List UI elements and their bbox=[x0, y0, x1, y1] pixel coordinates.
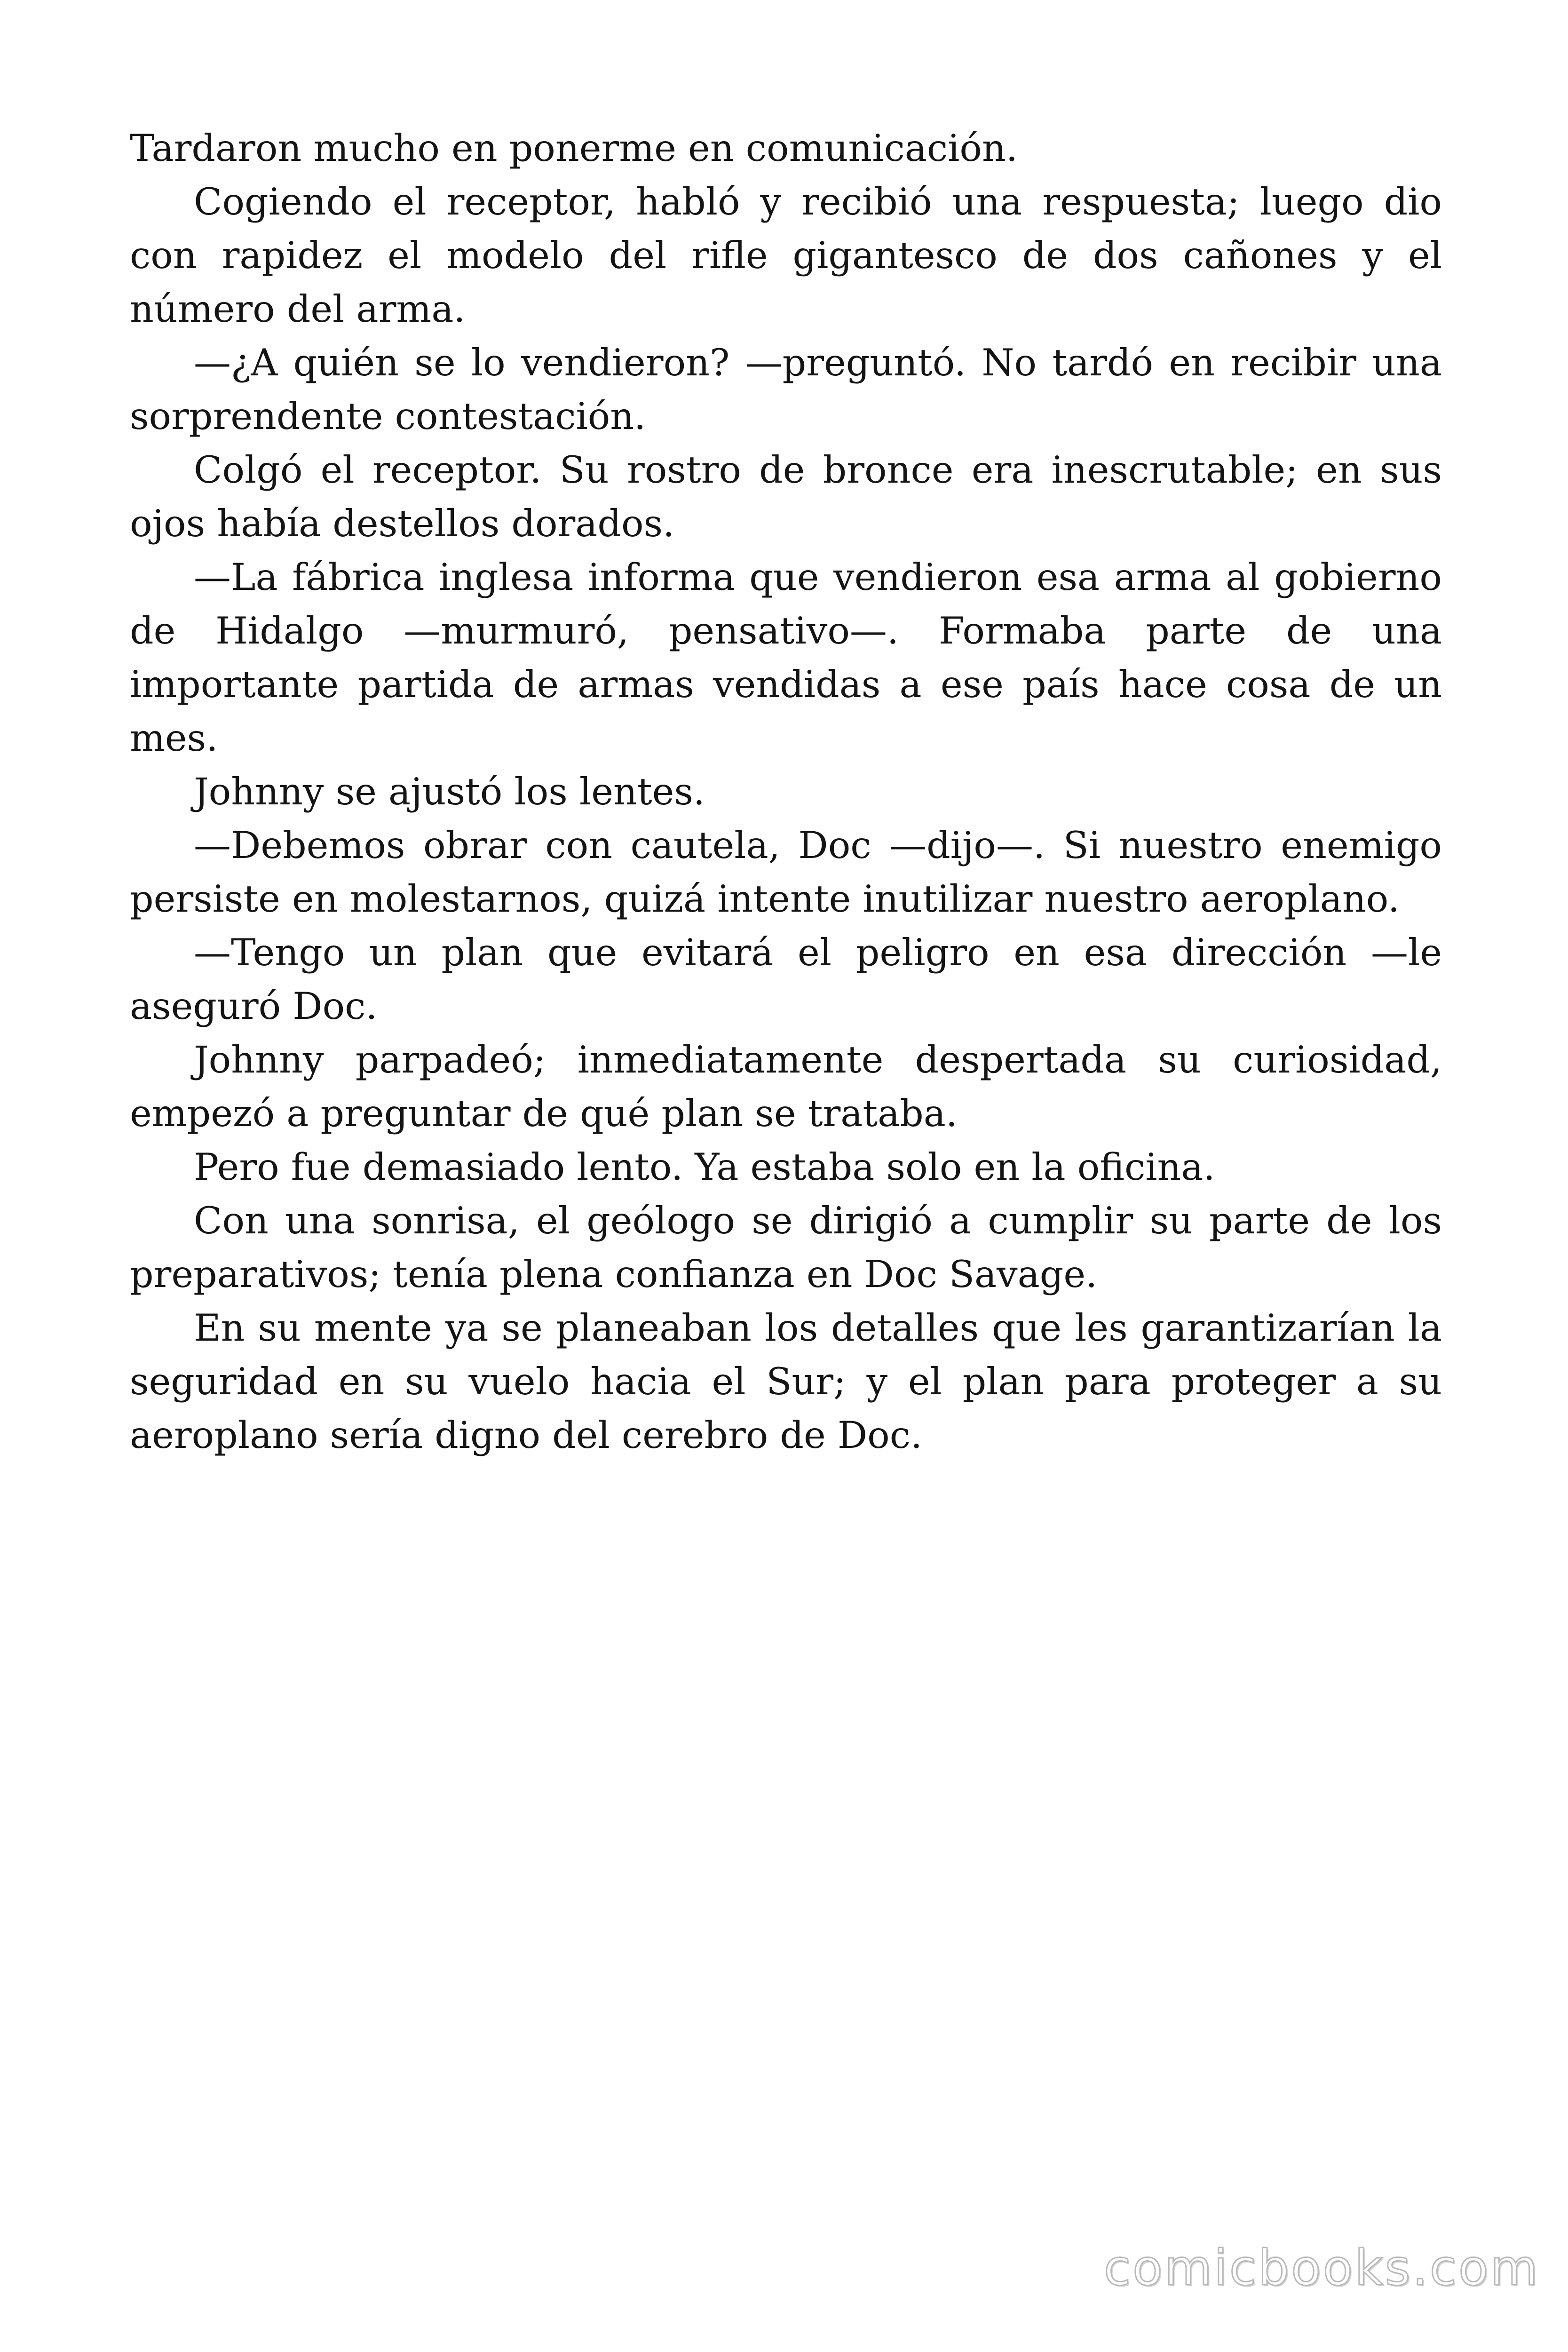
paragraph-1: Tardaron mucho en ponerme en comunicación. bbox=[130, 127, 1018, 170]
paragraph-9: Johnny parpadeó; inmediatamente despertada su curiosidad, empezó a preguntar de qué plan se trataba. bbox=[130, 1038, 1442, 1135]
watermark: comicbooks.com bbox=[1103, 2239, 1540, 2296]
paragraph-7: —Debemos obrar con cautela, Doc —dijo—. Si nuestro enemigo persiste en molestarnos, quizá intente inutilizar nuestro aeroplano. bbox=[130, 824, 1442, 921]
paragraph-12: En su mente ya se planeaban los detalles que les garantizarían la seguridad en su vuelo hacia el Sur; y el plan para proteger a su aeroplano sería digno del cerebro de Doc. bbox=[130, 1306, 1442, 1457]
paragraph-8: —Tengo un plan que evitará el peligro en esa dirección —le aseguró Doc. bbox=[130, 931, 1442, 1028]
paragraph-11: Con una sonrisa, el geólogo se dirigió a cumplir su parte de los preparativos; tenía plena confianza en Doc Savage. bbox=[130, 1199, 1442, 1296]
paragraph-6: Johnny se ajustó los lentes. bbox=[194, 770, 705, 813]
paragraph-5: —La fábrica inglesa informa que vendieron esa arma al gobierno de Hidalgo —murmuró, pensativo—. Formaba parte de una importante partida de armas vendidas a ese país hace cosa de un mes. bbox=[130, 556, 1442, 760]
body-text bbox=[130, 121, 1442, 1462]
paragraph-3: —¿A quién se lo vendieron? —preguntó. No tardó en recibir una sorprendente contestación. bbox=[130, 341, 1442, 438]
paragraph-2: Cogiendo el receptor, habló y recibió una respuesta; luego dio con rapidez el modelo del rifle gigantesco de dos cañones y el número del arma. bbox=[130, 180, 1442, 331]
paragraph-10: Pero fue demasiado lento. Ya estaba solo en la oficina. bbox=[194, 1145, 1215, 1189]
paragraph-4: Colgó el receptor. Su rostro de bronce era inescrutable; en sus ojos había destellos dorados. bbox=[130, 448, 1442, 545]
